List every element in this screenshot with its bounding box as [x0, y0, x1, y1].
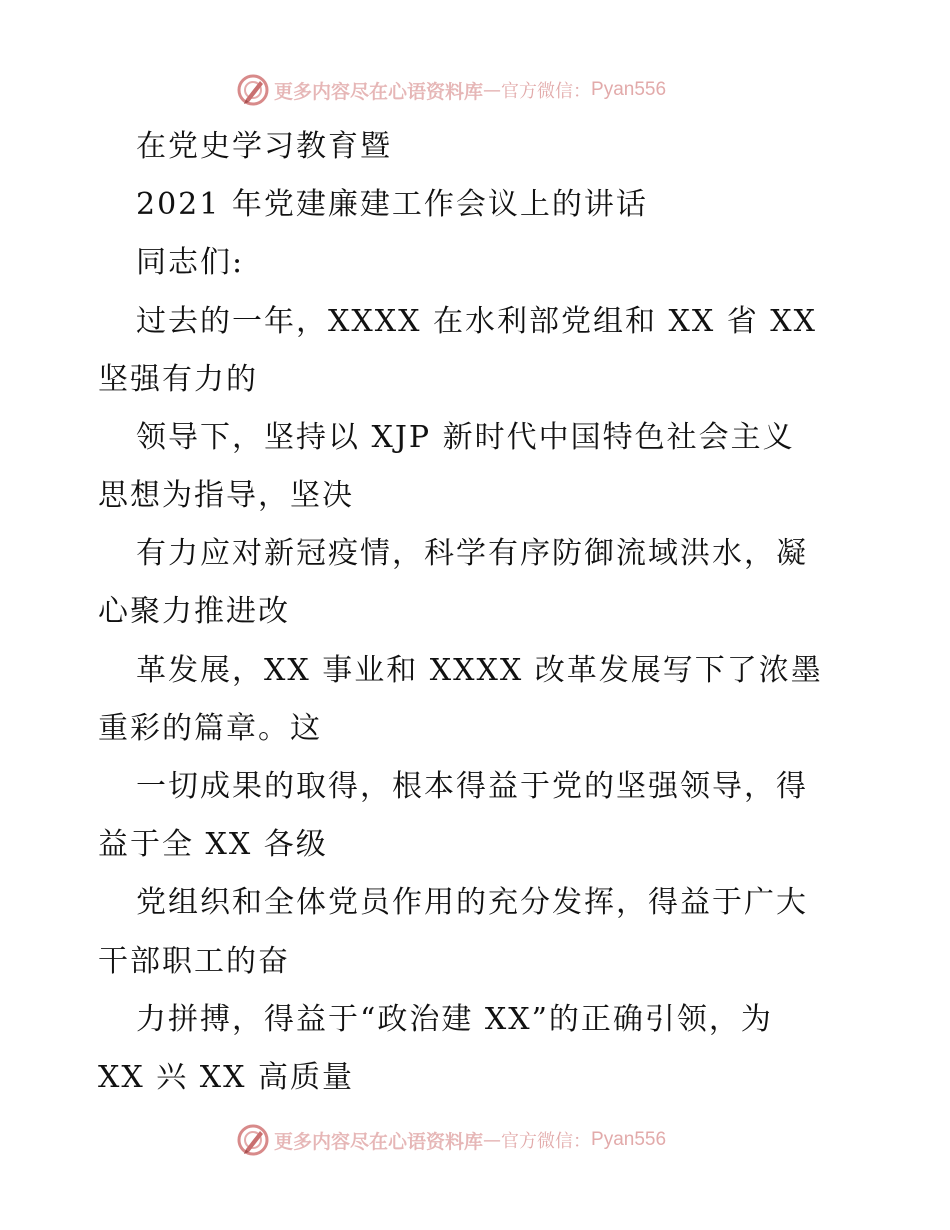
text-line: 有力应对新冠疫情，科学有序防御流域洪水，凝	[136, 536, 808, 571]
text-line: 思想为指导，坚决	[98, 478, 354, 513]
watermark-wechat-id: Pyan556	[591, 1129, 667, 1150]
text-line: XX 兴 XX 高质量	[98, 1060, 355, 1095]
text-line: 心聚力推进改	[98, 594, 290, 629]
salutation: 同志们:	[136, 245, 245, 280]
text-line: 过去的一年，XXXX 在水利部党组和 XX 省 XX	[136, 304, 818, 339]
text-line: 党组织和全体党员作用的充分发挥，得益于广大	[136, 885, 808, 920]
text-line: 领导下，坚持以 XJP 新时代中国特色社会主义	[136, 420, 795, 455]
watermark-wechat-id: Pyan556	[591, 79, 667, 100]
text-line: 益于全 XX 各级	[98, 827, 328, 862]
watermark-dash: —	[483, 79, 502, 101]
text-line: 重彩的篇章。这	[98, 711, 322, 746]
footer-watermark	[236, 1122, 666, 1158]
watermark-main-text: 更多内容尽在心语资料库	[274, 1130, 484, 1153]
title-line-1: 在党史学习教育暨	[136, 129, 392, 164]
pen-logo-icon	[236, 73, 270, 107]
watermark-main-text: 更多内容尽在心语资料库	[274, 80, 484, 103]
pen-logo-icon	[236, 1123, 270, 1157]
text-line: 干部职工的奋	[98, 944, 290, 979]
watermark-sub-text: 官方微信：	[501, 81, 592, 102]
watermark-sub-text: 官方微信：	[501, 1131, 592, 1152]
text-line: 力拼搏，得益于“政治建 XX”的正确引领，为	[136, 1002, 773, 1037]
header-watermark	[236, 72, 666, 108]
text-line: 一切成果的取得，根本得益于党的坚强领导，得	[136, 769, 808, 804]
title-line-2: 2021 年党建廉建工作会议上的讲话	[136, 187, 648, 222]
text-line: 坚强有力的	[98, 362, 258, 397]
watermark-dash: —	[483, 1129, 502, 1151]
text-line: 革发展，XX 事业和 XXXX 改革发展写下了浓墨	[136, 653, 823, 688]
